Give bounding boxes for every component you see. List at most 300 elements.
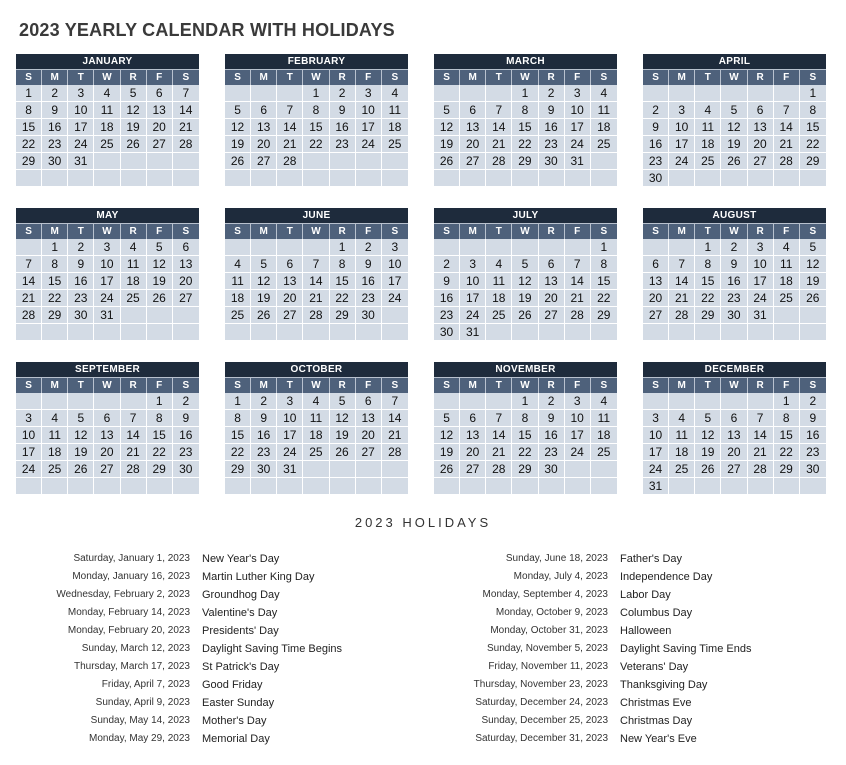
weekday-header — [434, 377, 617, 393]
day-cell: 29 — [774, 461, 800, 478]
day-cell: 3 — [356, 85, 382, 102]
day-cell — [539, 239, 565, 256]
day-cell: 6 — [251, 102, 277, 119]
day-cell: 14 — [669, 273, 695, 290]
day-cell: 28 — [669, 307, 695, 324]
day-cell — [460, 170, 486, 187]
day-cell — [94, 478, 120, 495]
day-cell: 21 — [16, 290, 42, 307]
day-cell: 25 — [591, 136, 617, 153]
day-cell — [565, 461, 591, 478]
day-cell: 19 — [721, 136, 747, 153]
weekday-label: T — [277, 377, 303, 393]
day-cell: 21 — [565, 290, 591, 307]
day-cell: 23 — [434, 307, 460, 324]
day-cell: 9 — [539, 102, 565, 119]
day-cell: 14 — [774, 119, 800, 136]
day-cell — [748, 393, 774, 410]
day-cell: 10 — [277, 410, 303, 427]
weekday-label: W — [512, 69, 538, 85]
day-cell: 20 — [277, 290, 303, 307]
day-cell: 8 — [512, 410, 538, 427]
weekday-label: R — [330, 69, 356, 85]
day-cell: 4 — [774, 239, 800, 256]
day-cell — [225, 170, 251, 187]
day-cell: 9 — [800, 410, 826, 427]
day-cell: 27 — [356, 444, 382, 461]
day-cell: 3 — [748, 239, 774, 256]
month-name: DECEMBER — [643, 362, 826, 377]
day-cell: 29 — [225, 461, 251, 478]
weekday-label: R — [121, 69, 147, 85]
month-november — [434, 362, 617, 495]
week-row — [16, 85, 199, 102]
day-cell: 25 — [591, 444, 617, 461]
holiday-row — [0, 640, 752, 658]
week-row — [225, 136, 408, 153]
week-row — [16, 102, 199, 119]
day-cell — [121, 478, 147, 495]
week-row — [16, 427, 199, 444]
week-row — [16, 239, 199, 256]
day-cell: 27 — [460, 153, 486, 170]
day-cell — [68, 478, 94, 495]
holiday-name: Veterans' Day — [620, 661, 689, 673]
weekday-label: M — [460, 69, 486, 85]
day-cell: 18 — [94, 119, 120, 136]
day-cell: 12 — [330, 410, 356, 427]
week-row — [434, 393, 617, 410]
day-cell: 14 — [382, 410, 408, 427]
day-cell — [460, 478, 486, 495]
weekday-label: S — [382, 377, 408, 393]
month-april — [643, 54, 826, 187]
weekday-label: S — [643, 69, 669, 85]
day-cell: 16 — [539, 119, 565, 136]
day-cell: 16 — [721, 273, 747, 290]
day-cell: 21 — [303, 290, 329, 307]
day-cell: 13 — [539, 273, 565, 290]
day-cell — [512, 170, 538, 187]
day-cell: 7 — [774, 102, 800, 119]
holiday-date: Wednesday, February 2, 2023 — [56, 589, 190, 600]
weekday-label: S — [16, 377, 42, 393]
day-cell: 18 — [225, 290, 251, 307]
weekday-label: W — [721, 69, 747, 85]
day-cell — [695, 478, 721, 495]
day-cell: 15 — [16, 119, 42, 136]
day-cell — [565, 324, 591, 341]
week-row — [225, 410, 408, 427]
day-cell — [748, 324, 774, 341]
day-cell: 1 — [695, 239, 721, 256]
day-cell — [225, 324, 251, 341]
day-cell: 24 — [16, 461, 42, 478]
day-cell: 18 — [774, 273, 800, 290]
day-cell: 27 — [539, 307, 565, 324]
week-row — [16, 170, 199, 187]
day-cell — [695, 85, 721, 102]
weekday-label: M — [42, 377, 68, 393]
day-cell — [460, 239, 486, 256]
day-cell — [225, 85, 251, 102]
day-cell: 23 — [251, 444, 277, 461]
month-january — [16, 54, 199, 187]
holiday-row — [0, 712, 693, 730]
holiday-date: Monday, February 14, 2023 — [67, 607, 190, 618]
day-cell: 11 — [121, 256, 147, 273]
day-cell — [434, 393, 460, 410]
day-cell: 2 — [68, 239, 94, 256]
day-cell — [721, 478, 747, 495]
day-cell: 19 — [434, 444, 460, 461]
day-cell: 10 — [68, 102, 94, 119]
day-cell — [695, 170, 721, 187]
day-cell: 10 — [16, 427, 42, 444]
week-row — [434, 444, 617, 461]
day-cell: 20 — [147, 119, 173, 136]
holiday-date: Monday, July 4, 2023 — [513, 571, 608, 582]
day-cell — [147, 478, 173, 495]
day-cell — [486, 393, 512, 410]
day-cell: 23 — [721, 290, 747, 307]
day-cell: 25 — [695, 153, 721, 170]
holiday-date: Saturday, December 24, 2023 — [475, 697, 608, 708]
day-cell: 18 — [486, 290, 512, 307]
month-march — [434, 54, 617, 187]
day-cell: 15 — [512, 119, 538, 136]
day-cell: 21 — [173, 119, 199, 136]
day-cell: 24 — [277, 444, 303, 461]
day-cell — [68, 170, 94, 187]
day-cell — [382, 478, 408, 495]
weekday-label: M — [42, 223, 68, 239]
day-cell — [669, 85, 695, 102]
day-cell: 3 — [277, 393, 303, 410]
holiday-name: Labor Day — [620, 589, 671, 601]
day-cell: 26 — [147, 290, 173, 307]
day-cell: 26 — [251, 307, 277, 324]
day-cell: 7 — [303, 256, 329, 273]
day-cell: 18 — [695, 136, 721, 153]
day-cell: 10 — [356, 102, 382, 119]
day-cell: 15 — [225, 427, 251, 444]
day-cell: 27 — [251, 153, 277, 170]
day-cell: 8 — [303, 102, 329, 119]
day-cell: 22 — [42, 290, 68, 307]
day-cell: 27 — [643, 307, 669, 324]
holiday-name: Mother's Day — [202, 715, 267, 727]
day-cell: 31 — [277, 461, 303, 478]
day-cell — [539, 170, 565, 187]
day-cell: 17 — [94, 273, 120, 290]
day-cell: 21 — [748, 444, 774, 461]
weekday-label: T — [277, 223, 303, 239]
day-cell: 31 — [643, 478, 669, 495]
day-cell: 17 — [382, 273, 408, 290]
day-cell: 9 — [539, 410, 565, 427]
month-june — [225, 208, 408, 341]
weekday-label: S — [225, 69, 251, 85]
week-row — [434, 410, 617, 427]
weekday-header — [225, 223, 408, 239]
day-cell: 25 — [94, 136, 120, 153]
month-name: AUGUST — [643, 208, 826, 223]
day-cell — [42, 170, 68, 187]
day-cell: 28 — [121, 461, 147, 478]
day-cell: 5 — [695, 410, 721, 427]
holiday-row — [0, 676, 708, 694]
day-cell: 20 — [460, 136, 486, 153]
day-cell: 15 — [330, 273, 356, 290]
day-cell: 10 — [382, 256, 408, 273]
day-cell: 13 — [460, 119, 486, 136]
day-cell: 20 — [721, 444, 747, 461]
week-row — [643, 478, 826, 495]
weekday-label: F — [356, 69, 382, 85]
day-cell: 17 — [669, 136, 695, 153]
week-row — [225, 239, 408, 256]
day-cell — [774, 307, 800, 324]
day-cell: 29 — [512, 153, 538, 170]
holiday-date: Sunday, May 14, 2023 — [90, 715, 190, 726]
holidays-list-right — [0, 550, 752, 748]
day-cell: 1 — [16, 85, 42, 102]
weekday-label: M — [669, 223, 695, 239]
holiday-name: Christmas Day — [620, 715, 693, 727]
day-cell — [721, 393, 747, 410]
week-row — [225, 427, 408, 444]
weekday-label: S — [173, 377, 199, 393]
day-cell: 29 — [16, 153, 42, 170]
day-cell: 18 — [591, 427, 617, 444]
day-cell: 9 — [68, 256, 94, 273]
day-cell: 6 — [460, 410, 486, 427]
day-cell — [748, 170, 774, 187]
holiday-date: Saturday, December 31, 2023 — [475, 733, 608, 744]
day-cell: 11 — [669, 427, 695, 444]
day-cell: 15 — [512, 427, 538, 444]
day-cell: 11 — [695, 119, 721, 136]
day-cell: 24 — [565, 136, 591, 153]
day-cell: 21 — [121, 444, 147, 461]
day-cell: 8 — [695, 256, 721, 273]
day-cell: 5 — [721, 102, 747, 119]
week-row — [16, 478, 199, 495]
day-cell: 3 — [68, 85, 94, 102]
day-cell: 17 — [643, 444, 669, 461]
day-cell: 2 — [539, 393, 565, 410]
day-cell: 1 — [303, 85, 329, 102]
day-cell — [486, 85, 512, 102]
day-cell: 22 — [16, 136, 42, 153]
day-cell — [303, 153, 329, 170]
day-cell: 19 — [147, 273, 173, 290]
day-cell: 27 — [94, 461, 120, 478]
weekday-label: S — [591, 69, 617, 85]
day-cell: 12 — [68, 427, 94, 444]
day-cell: 16 — [68, 273, 94, 290]
week-row — [16, 273, 199, 290]
day-cell: 5 — [330, 393, 356, 410]
day-cell — [173, 170, 199, 187]
day-cell: 21 — [486, 444, 512, 461]
day-cell: 11 — [42, 427, 68, 444]
day-cell — [42, 478, 68, 495]
month-august — [643, 208, 826, 341]
day-cell: 9 — [721, 256, 747, 273]
day-cell — [591, 461, 617, 478]
weekday-label: T — [68, 377, 94, 393]
day-cell: 18 — [303, 427, 329, 444]
day-cell: 31 — [748, 307, 774, 324]
day-cell: 12 — [512, 273, 538, 290]
day-cell: 13 — [277, 273, 303, 290]
day-cell: 7 — [173, 85, 199, 102]
day-cell: 24 — [643, 461, 669, 478]
week-row — [225, 85, 408, 102]
day-cell: 24 — [460, 307, 486, 324]
day-cell: 17 — [565, 427, 591, 444]
day-cell: 2 — [42, 85, 68, 102]
day-cell: 5 — [225, 102, 251, 119]
day-cell — [486, 239, 512, 256]
day-cell — [173, 324, 199, 341]
day-cell: 6 — [277, 256, 303, 273]
day-cell — [42, 393, 68, 410]
day-cell: 20 — [94, 444, 120, 461]
weekday-label: T — [695, 69, 721, 85]
day-cell: 30 — [356, 307, 382, 324]
day-cell — [643, 85, 669, 102]
day-cell: 29 — [800, 153, 826, 170]
day-cell: 14 — [748, 427, 774, 444]
weekday-label: S — [225, 377, 251, 393]
week-row — [16, 393, 199, 410]
weekday-label: S — [800, 377, 826, 393]
weekday-header — [643, 377, 826, 393]
day-cell — [303, 324, 329, 341]
day-cell: 26 — [512, 307, 538, 324]
day-cell: 21 — [382, 427, 408, 444]
day-cell — [121, 393, 147, 410]
day-cell: 5 — [68, 410, 94, 427]
weekday-header — [434, 223, 617, 239]
day-cell: 16 — [330, 119, 356, 136]
weekday-label: W — [303, 69, 329, 85]
day-cell — [121, 153, 147, 170]
month-name: FEBRUARY — [225, 54, 408, 69]
day-cell: 30 — [251, 461, 277, 478]
day-cell: 13 — [356, 410, 382, 427]
day-cell — [330, 170, 356, 187]
day-cell — [16, 393, 42, 410]
week-row — [434, 324, 617, 341]
day-cell: 27 — [460, 461, 486, 478]
weekday-label: T — [695, 223, 721, 239]
day-cell: 4 — [94, 85, 120, 102]
holiday-name: New Year's Day — [202, 553, 280, 565]
day-cell: 7 — [121, 410, 147, 427]
day-cell: 15 — [147, 427, 173, 444]
week-row — [225, 170, 408, 187]
weekday-label: M — [251, 377, 277, 393]
day-cell: 14 — [277, 119, 303, 136]
weekday-label: F — [356, 377, 382, 393]
day-cell: 13 — [251, 119, 277, 136]
week-row — [643, 136, 826, 153]
day-cell: 19 — [225, 136, 251, 153]
week-row — [643, 410, 826, 427]
day-cell: 31 — [460, 324, 486, 341]
day-cell: 25 — [486, 307, 512, 324]
day-cell: 26 — [68, 461, 94, 478]
week-row — [225, 478, 408, 495]
day-cell: 8 — [330, 256, 356, 273]
day-cell: 17 — [68, 119, 94, 136]
day-cell: 29 — [42, 307, 68, 324]
day-cell — [643, 393, 669, 410]
day-cell: 15 — [800, 119, 826, 136]
week-row — [434, 273, 617, 290]
day-cell: 12 — [251, 273, 277, 290]
holiday-row — [0, 568, 713, 586]
day-cell — [16, 170, 42, 187]
day-cell: 22 — [512, 444, 538, 461]
holiday-name: Daylight Saving Time Ends — [620, 643, 752, 655]
day-cell: 7 — [486, 410, 512, 427]
day-cell: 16 — [251, 427, 277, 444]
day-cell: 6 — [356, 393, 382, 410]
day-cell: 17 — [460, 290, 486, 307]
day-cell: 19 — [68, 444, 94, 461]
day-cell: 8 — [800, 102, 826, 119]
day-cell: 30 — [800, 461, 826, 478]
day-cell: 3 — [565, 85, 591, 102]
day-cell: 3 — [565, 393, 591, 410]
day-cell: 29 — [147, 461, 173, 478]
week-row — [643, 461, 826, 478]
day-cell — [774, 324, 800, 341]
day-cell: 8 — [225, 410, 251, 427]
weekday-label: R — [748, 377, 774, 393]
day-cell: 27 — [277, 307, 303, 324]
day-cell — [303, 461, 329, 478]
month-name: JUNE — [225, 208, 408, 223]
week-row — [225, 393, 408, 410]
month-name: MARCH — [434, 54, 617, 69]
day-cell: 14 — [486, 427, 512, 444]
week-row — [225, 273, 408, 290]
weekday-label: R — [121, 377, 147, 393]
day-cell: 11 — [382, 102, 408, 119]
day-cell: 2 — [800, 393, 826, 410]
day-cell: 3 — [16, 410, 42, 427]
weekday-label: R — [539, 69, 565, 85]
weekday-label: S — [382, 69, 408, 85]
holiday-date: Sunday, June 18, 2023 — [505, 553, 608, 564]
week-row — [434, 478, 617, 495]
day-cell — [330, 478, 356, 495]
day-cell: 1 — [800, 85, 826, 102]
day-cell — [68, 324, 94, 341]
weekday-label: T — [68, 223, 94, 239]
day-cell: 10 — [748, 256, 774, 273]
week-row — [225, 444, 408, 461]
day-cell: 22 — [512, 136, 538, 153]
day-cell: 4 — [669, 410, 695, 427]
holiday-name: Christmas Eve — [620, 697, 692, 709]
